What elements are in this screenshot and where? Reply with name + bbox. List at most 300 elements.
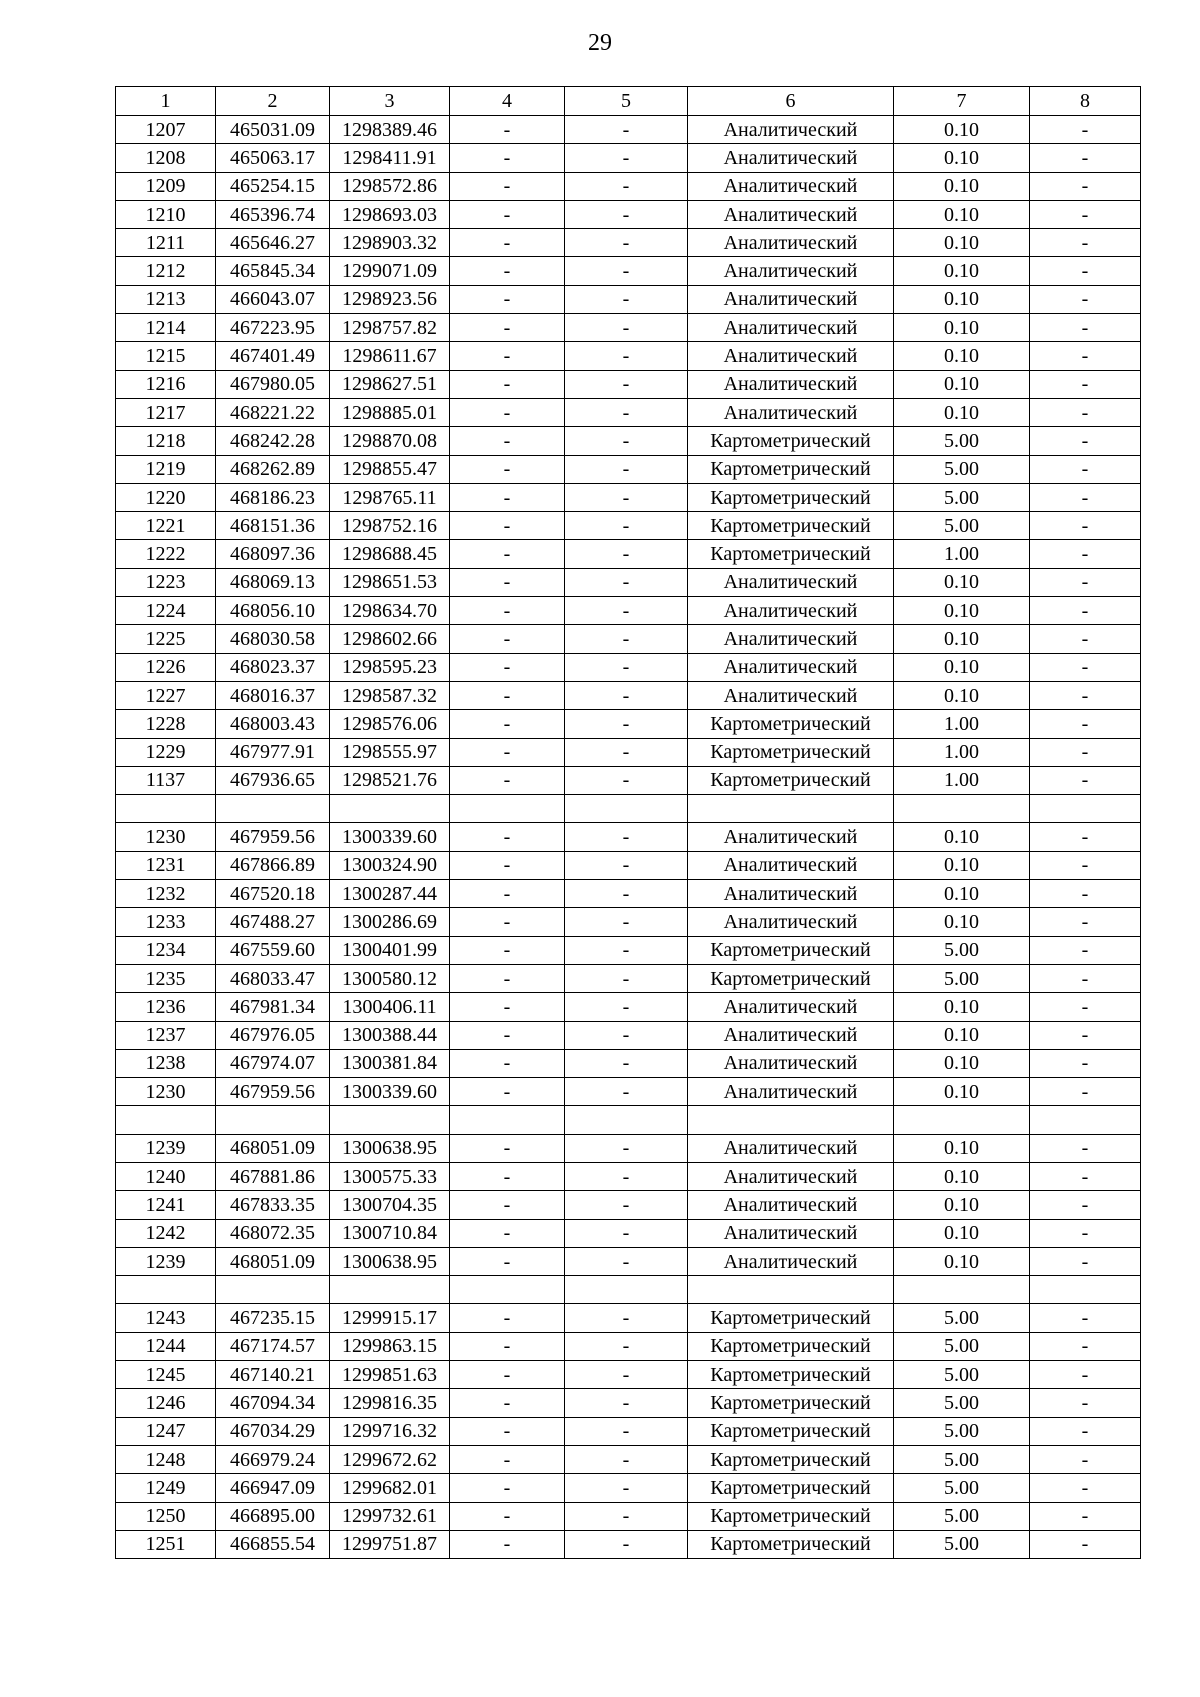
cell-point-number: 1207 (116, 116, 216, 144)
cell-method: Аналитический (688, 229, 894, 257)
cell-col-4: - (450, 1474, 565, 1502)
cell-method: Аналитический (688, 342, 894, 370)
page-number: 29 (588, 30, 612, 56)
cell-col-8: - (1030, 1134, 1141, 1162)
cell-accuracy: 0.10 (894, 597, 1030, 625)
cell-method: Аналитический (688, 1247, 894, 1275)
cell-method: Аналитический (688, 1078, 894, 1106)
cell-col-5 (565, 1276, 688, 1304)
cell-accuracy: 5.00 (894, 1361, 1030, 1389)
column-header: 7 (894, 87, 1030, 116)
cell-method: Картометрический (688, 738, 894, 766)
cell-col-8: - (1030, 1417, 1141, 1445)
cell-point-number: 1239 (116, 1134, 216, 1162)
cell-coord-y: 1298693.03 (330, 200, 450, 228)
cell-method: Картометрический (688, 427, 894, 455)
cell-coord-x: 468242.28 (216, 427, 330, 455)
cell-coord-y: 1298634.70 (330, 597, 450, 625)
cell-accuracy: 0.10 (894, 172, 1030, 200)
cell-col-8: - (1030, 257, 1141, 285)
cell-accuracy: 1.00 (894, 710, 1030, 738)
table-row (116, 653, 1141, 681)
cell-coord-x: 467034.29 (216, 1417, 330, 1445)
cell-coord-x: 467520.18 (216, 880, 330, 908)
cell-col-5: - (565, 993, 688, 1021)
cell-accuracy: 5.00 (894, 1304, 1030, 1332)
cell-col-8 (1030, 1106, 1141, 1134)
cell-col-8: - (1030, 342, 1141, 370)
cell-point-number: 1217 (116, 398, 216, 426)
cell-col-8: - (1030, 455, 1141, 483)
cell-coord-x (216, 795, 330, 823)
cell-col-4: - (450, 568, 565, 596)
cell-coord-x: 467974.07 (216, 1049, 330, 1077)
cell-coord-y: 1298765.11 (330, 483, 450, 511)
cell-coord-x: 467959.56 (216, 823, 330, 851)
cell-col-8: - (1030, 370, 1141, 398)
cell-method: Аналитический (688, 370, 894, 398)
column-header: 1 (116, 87, 216, 116)
cell-coord-y: 1298576.06 (330, 710, 450, 738)
cell-coord-y: 1298389.46 (330, 116, 450, 144)
column-header: 2 (216, 87, 330, 116)
cell-point-number: 1229 (116, 738, 216, 766)
cell-point-number: 1219 (116, 455, 216, 483)
cell-coord-x: 468051.09 (216, 1134, 330, 1162)
table-row (116, 512, 1141, 540)
cell-col-8: - (1030, 1021, 1141, 1049)
cell-point-number: 1245 (116, 1361, 216, 1389)
table-row (116, 540, 1141, 568)
cell-method: Картометрический (688, 766, 894, 794)
cell-col-4: - (450, 908, 565, 936)
table-row (116, 1417, 1141, 1445)
cell-col-8: - (1030, 964, 1141, 992)
table-row (116, 1332, 1141, 1360)
cell-accuracy: 5.00 (894, 455, 1030, 483)
cell-method: Аналитический (688, 200, 894, 228)
cell-point-number: 1236 (116, 993, 216, 1021)
cell-accuracy: 0.10 (894, 116, 1030, 144)
cell-col-5: - (565, 936, 688, 964)
cell-coord-y: 1299071.09 (330, 257, 450, 285)
cell-col-5: - (565, 1530, 688, 1558)
cell-col-5 (565, 795, 688, 823)
cell-accuracy: 1.00 (894, 738, 1030, 766)
cell-col-8: - (1030, 285, 1141, 313)
cell-point-number: 1224 (116, 597, 216, 625)
cell-col-8: - (1030, 738, 1141, 766)
cell-method (688, 795, 894, 823)
table-row (116, 116, 1141, 144)
table-row (116, 936, 1141, 964)
cell-coord-x: 466979.24 (216, 1445, 330, 1473)
cell-col-4: - (450, 342, 565, 370)
cell-method: Аналитический (688, 172, 894, 200)
cell-col-8: - (1030, 1078, 1141, 1106)
table-row (116, 1361, 1141, 1389)
cell-accuracy: 5.00 (894, 1332, 1030, 1360)
table-row (116, 398, 1141, 426)
cell-coord-y: 1298521.76 (330, 766, 450, 794)
table-row (116, 993, 1141, 1021)
table-row (116, 370, 1141, 398)
cell-method: Аналитический (688, 880, 894, 908)
cell-point-number: 1218 (116, 427, 216, 455)
table-row (116, 1247, 1141, 1275)
cell-accuracy: 0.10 (894, 1049, 1030, 1077)
cell-col-4: - (450, 1049, 565, 1077)
cell-col-8: - (1030, 144, 1141, 172)
cell-coord-x: 467559.60 (216, 936, 330, 964)
cell-method: Аналитический (688, 625, 894, 653)
cell-coord-x: 467235.15 (216, 1304, 330, 1332)
cell-coord-x: 465396.74 (216, 200, 330, 228)
cell-method: Аналитический (688, 1219, 894, 1247)
cell-col-8: - (1030, 1247, 1141, 1275)
cell-coord-x: 468051.09 (216, 1247, 330, 1275)
cell-col-8: - (1030, 766, 1141, 794)
cell-coord-x: 468003.43 (216, 710, 330, 738)
cell-coord-y: 1300339.60 (330, 1078, 450, 1106)
cell-point-number: 1208 (116, 144, 216, 172)
table-row (116, 285, 1141, 313)
cell-col-4: - (450, 1191, 565, 1219)
cell-coord-y: 1298611.67 (330, 342, 450, 370)
cell-col-4: - (450, 1304, 565, 1332)
cell-coord-x: 466895.00 (216, 1502, 330, 1530)
cell-coord-y: 1298587.32 (330, 681, 450, 709)
cell-col-4: - (450, 1078, 565, 1106)
cell-point-number (116, 795, 216, 823)
cell-coord-x: 467223.95 (216, 314, 330, 342)
cell-method: Картометрический (688, 1332, 894, 1360)
cell-point-number: 1248 (116, 1445, 216, 1473)
table-row (116, 1162, 1141, 1190)
cell-accuracy: 5.00 (894, 427, 1030, 455)
column-header: 4 (450, 87, 565, 116)
cell-point-number: 1216 (116, 370, 216, 398)
cell-coord-y: 1298651.53 (330, 568, 450, 596)
cell-point-number: 1231 (116, 851, 216, 879)
cell-col-5: - (565, 229, 688, 257)
cell-point-number: 1238 (116, 1049, 216, 1077)
cell-coord-y: 1298555.97 (330, 738, 450, 766)
table-row (116, 1474, 1141, 1502)
cell-coord-y: 1298923.56 (330, 285, 450, 313)
cell-method: Картометрический (688, 1417, 894, 1445)
cell-coord-y: 1300324.90 (330, 851, 450, 879)
cell-col-8: - (1030, 229, 1141, 257)
cell-method: Аналитический (688, 993, 894, 1021)
cell-point-number: 1250 (116, 1502, 216, 1530)
cell-col-8: - (1030, 1389, 1141, 1417)
cell-col-5: - (565, 540, 688, 568)
cell-point-number: 1221 (116, 512, 216, 540)
cell-col-4: - (450, 285, 565, 313)
cell-point-number: 1226 (116, 653, 216, 681)
cell-col-8: - (1030, 681, 1141, 709)
cell-col-4: - (450, 398, 565, 426)
cell-col-5: - (565, 738, 688, 766)
cell-coord-x (216, 1276, 330, 1304)
cell-point-number: 1228 (116, 710, 216, 738)
cell-col-4: - (450, 257, 565, 285)
cell-col-8: - (1030, 597, 1141, 625)
cell-col-8: - (1030, 1191, 1141, 1219)
cell-col-8: - (1030, 1162, 1141, 1190)
cell-col-4: - (450, 314, 565, 342)
table-row (116, 1134, 1141, 1162)
cell-method: Картометрический (688, 964, 894, 992)
table-row (116, 851, 1141, 879)
cell-coord-y: 1300580.12 (330, 964, 450, 992)
cell-method: Картометрический (688, 455, 894, 483)
cell-coord-x: 467981.34 (216, 993, 330, 1021)
cell-col-5: - (565, 1502, 688, 1530)
cell-col-4: - (450, 766, 565, 794)
column-header: 3 (330, 87, 450, 116)
cell-col-4: - (450, 1389, 565, 1417)
table-row (116, 823, 1141, 851)
cell-coord-y: 1299732.61 (330, 1502, 450, 1530)
table-row (116, 1389, 1141, 1417)
cell-coord-x: 468186.23 (216, 483, 330, 511)
table-row (116, 1502, 1141, 1530)
cell-point-number: 1233 (116, 908, 216, 936)
cell-coord-y: 1298688.45 (330, 540, 450, 568)
cell-point-number (116, 1276, 216, 1304)
cell-col-5: - (565, 1191, 688, 1219)
cell-coord-y: 1298870.08 (330, 427, 450, 455)
cell-point-number: 1244 (116, 1332, 216, 1360)
table-row (116, 681, 1141, 709)
cell-point-number: 1242 (116, 1219, 216, 1247)
cell-col-8: - (1030, 172, 1141, 200)
cell-accuracy: 5.00 (894, 1389, 1030, 1417)
cell-coord-x: 468072.35 (216, 1219, 330, 1247)
cell-accuracy: 0.10 (894, 370, 1030, 398)
cell-coord-y: 1298752.16 (330, 512, 450, 540)
cell-method: Картометрический (688, 1389, 894, 1417)
cell-method: Картометрический (688, 936, 894, 964)
cell-method: Аналитический (688, 285, 894, 313)
cell-coord-x: 468016.37 (216, 681, 330, 709)
cell-coord-x: 468033.47 (216, 964, 330, 992)
cell-point-number: 1237 (116, 1021, 216, 1049)
cell-accuracy: 0.10 (894, 1191, 1030, 1219)
cell-col-8: - (1030, 1304, 1141, 1332)
cell-coord-y: 1298572.86 (330, 172, 450, 200)
cell-accuracy: 0.10 (894, 993, 1030, 1021)
cell-accuracy: 0.10 (894, 625, 1030, 653)
table-row (116, 144, 1141, 172)
cell-coord-y: 1299751.87 (330, 1530, 450, 1558)
coordinates-table (115, 86, 1141, 1559)
table-row (116, 314, 1141, 342)
cell-accuracy: 0.10 (894, 1162, 1030, 1190)
cell-accuracy (894, 795, 1030, 823)
cell-col-8: - (1030, 1502, 1141, 1530)
cell-accuracy: 5.00 (894, 1502, 1030, 1530)
cell-point-number: 1210 (116, 200, 216, 228)
table-row (116, 455, 1141, 483)
cell-col-5: - (565, 1162, 688, 1190)
cell-col-5: - (565, 1389, 688, 1417)
table-row (116, 1021, 1141, 1049)
cell-col-5: - (565, 597, 688, 625)
cell-method: Картометрический (688, 1361, 894, 1389)
cell-col-4: - (450, 964, 565, 992)
cell-col-4: - (450, 1332, 565, 1360)
cell-accuracy: 0.10 (894, 823, 1030, 851)
cell-col-4: - (450, 540, 565, 568)
cell-col-5: - (565, 512, 688, 540)
cell-col-4: - (450, 512, 565, 540)
cell-col-4: - (450, 1445, 565, 1473)
cell-point-number: 1137 (116, 766, 216, 794)
cell-col-8: - (1030, 1049, 1141, 1077)
cell-method: Аналитический (688, 851, 894, 879)
cell-point-number: 1232 (116, 880, 216, 908)
cell-point-number: 1220 (116, 483, 216, 511)
cell-coord-x: 467833.35 (216, 1191, 330, 1219)
cell-coord-y: 1300638.95 (330, 1247, 450, 1275)
cell-coord-x: 467094.34 (216, 1389, 330, 1417)
cell-point-number: 1212 (116, 257, 216, 285)
cell-col-5: - (565, 964, 688, 992)
cell-method: Аналитический (688, 823, 894, 851)
cell-col-8: - (1030, 823, 1141, 851)
cell-col-5: - (565, 851, 688, 879)
cell-col-4: - (450, 455, 565, 483)
cell-coord-x: 466855.54 (216, 1530, 330, 1558)
cell-col-8 (1030, 795, 1141, 823)
cell-point-number: 1240 (116, 1162, 216, 1190)
cell-col-5: - (565, 455, 688, 483)
cell-coord-x: 468097.36 (216, 540, 330, 568)
table-row (116, 1304, 1141, 1332)
cell-col-8: - (1030, 116, 1141, 144)
cell-point-number: 1246 (116, 1389, 216, 1417)
cell-col-5: - (565, 823, 688, 851)
table-row (116, 1219, 1141, 1247)
cell-col-8: - (1030, 1361, 1141, 1389)
cell-col-4: - (450, 1021, 565, 1049)
cell-accuracy: 5.00 (894, 1530, 1030, 1558)
cell-coord-x: 467881.86 (216, 1162, 330, 1190)
cell-coord-x: 468151.36 (216, 512, 330, 540)
cell-col-4 (450, 795, 565, 823)
cell-coord-x: 467866.89 (216, 851, 330, 879)
cell-col-5: - (565, 1021, 688, 1049)
cell-col-5: - (565, 1361, 688, 1389)
cell-coord-x: 465646.27 (216, 229, 330, 257)
cell-col-4: - (450, 597, 565, 625)
cell-coord-y (330, 1106, 450, 1134)
cell-accuracy: 0.10 (894, 1219, 1030, 1247)
cell-col-4: - (450, 1162, 565, 1190)
table-row (116, 200, 1141, 228)
cell-method: Аналитический (688, 1049, 894, 1077)
cell-accuracy: 0.10 (894, 1134, 1030, 1162)
cell-col-5 (565, 1106, 688, 1134)
cell-method: Картометрический (688, 1304, 894, 1332)
cell-accuracy: 5.00 (894, 964, 1030, 992)
cell-method: Аналитический (688, 1162, 894, 1190)
table-row (116, 257, 1141, 285)
cell-accuracy: 0.10 (894, 1021, 1030, 1049)
table-separator-row (116, 1106, 1141, 1134)
cell-col-5: - (565, 1219, 688, 1247)
cell-method: Картометрический (688, 540, 894, 568)
cell-col-4: - (450, 1219, 565, 1247)
cell-col-8: - (1030, 993, 1141, 1021)
cell-col-5: - (565, 285, 688, 313)
cell-accuracy: 0.10 (894, 1078, 1030, 1106)
cell-coord-x: 467936.65 (216, 766, 330, 794)
cell-method (688, 1106, 894, 1134)
table-row (116, 1445, 1141, 1473)
table-row (116, 597, 1141, 625)
cell-coord-y: 1300710.84 (330, 1219, 450, 1247)
cell-method: Аналитический (688, 681, 894, 709)
cell-col-4 (450, 1106, 565, 1134)
table-row (116, 568, 1141, 596)
cell-coord-y: 1300406.11 (330, 993, 450, 1021)
table-body (116, 87, 1141, 1559)
table-row (116, 710, 1141, 738)
cell-accuracy: 0.10 (894, 144, 1030, 172)
cell-col-8: - (1030, 710, 1141, 738)
cell-accuracy: 0.10 (894, 314, 1030, 342)
cell-accuracy: 0.10 (894, 257, 1030, 285)
cell-method: Картометрический (688, 1502, 894, 1530)
cell-accuracy: 0.10 (894, 681, 1030, 709)
cell-col-8: - (1030, 1219, 1141, 1247)
cell-col-5: - (565, 681, 688, 709)
cell-coord-x: 465031.09 (216, 116, 330, 144)
cell-col-5: - (565, 342, 688, 370)
cell-accuracy: 0.10 (894, 653, 1030, 681)
table-row (116, 229, 1141, 257)
cell-col-5: - (565, 1417, 688, 1445)
cell-col-8: - (1030, 880, 1141, 908)
cell-col-4: - (450, 172, 565, 200)
cell-accuracy: 5.00 (894, 936, 1030, 964)
cell-coord-y: 1298627.51 (330, 370, 450, 398)
cell-point-number: 1211 (116, 229, 216, 257)
table-row (116, 483, 1141, 511)
column-header: 5 (565, 87, 688, 116)
cell-col-4: - (450, 880, 565, 908)
cell-accuracy: 5.00 (894, 1417, 1030, 1445)
cell-col-5: - (565, 880, 688, 908)
cell-col-5: - (565, 766, 688, 794)
cell-col-5: - (565, 1332, 688, 1360)
cell-col-5: - (565, 625, 688, 653)
cell-point-number: 1235 (116, 964, 216, 992)
cell-accuracy (894, 1276, 1030, 1304)
cell-method (688, 1276, 894, 1304)
table-row (116, 1078, 1141, 1106)
cell-coord-y: 1299716.32 (330, 1417, 450, 1445)
cell-coord-x: 466947.09 (216, 1474, 330, 1502)
cell-col-8: - (1030, 398, 1141, 426)
cell-col-5: - (565, 1049, 688, 1077)
column-header: 8 (1030, 87, 1141, 116)
cell-coord-x: 467980.05 (216, 370, 330, 398)
